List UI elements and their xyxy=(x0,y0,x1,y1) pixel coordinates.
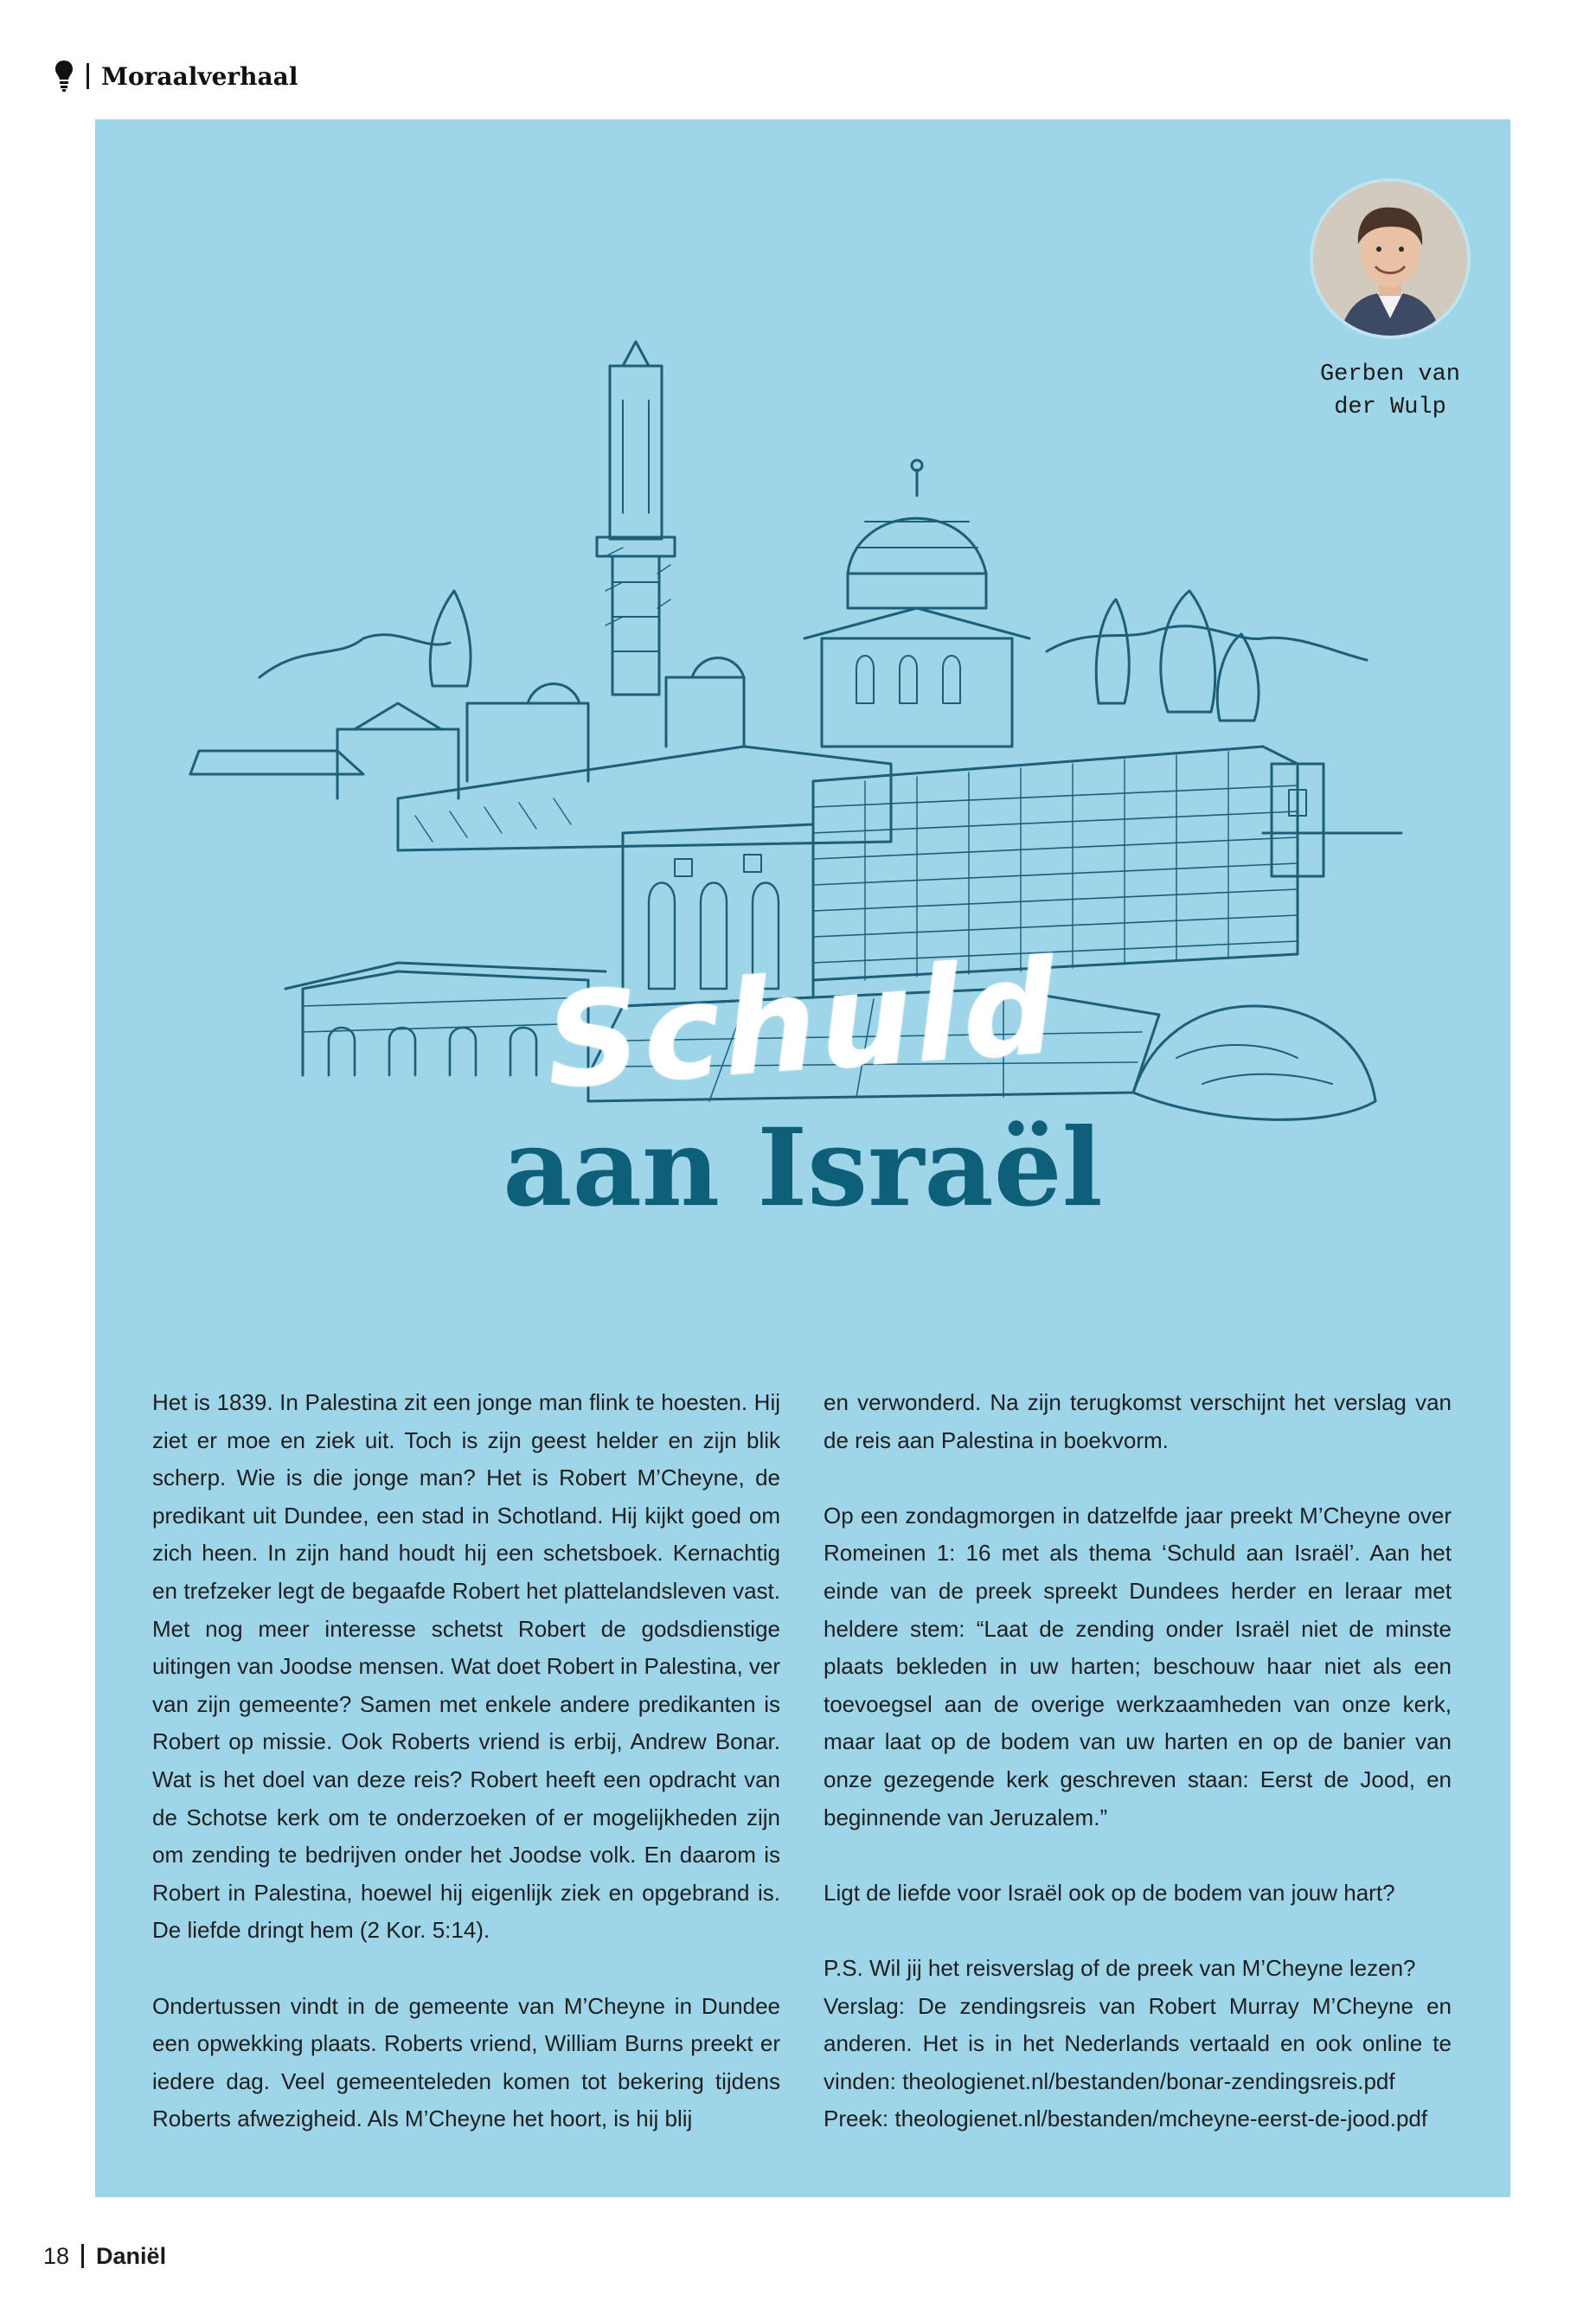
paragraph: Ondertussen vindt in de gemeente van M’Cheyne in Dundee een opwekking plaats. Roberts vriend, William Burns preekt er iedere dag. Veel gemeenteleden komen tot bekering tijdens Roberts afwezigheid. Als M’Cheyne het hoort, is hij blij xyxy=(152,1992,780,2132)
ps-note xyxy=(824,1950,1452,2138)
magazine-name: Daniël xyxy=(96,2242,167,2269)
header-divider xyxy=(87,63,89,89)
ps-line: Verslag: De zendingsreis van Robert Murray M’Cheyne en anderen. Het is in het Nederlands vertaald en ook online te vinden: theologienet.nl/bestanden/bonar-zendingsreis.pdf xyxy=(824,1992,1452,2094)
ps-line: Preek: theologienet.nl/bestanden/mcheyne-eerst-de-jood.pdf xyxy=(824,2106,1428,2132)
title-script: Schuld xyxy=(541,932,1065,1118)
section-label: Moraalverhaal xyxy=(101,61,298,91)
paragraph: Ligt de liefde voor Israël ook op de bodem van jouw hart? xyxy=(824,1879,1395,1906)
page-number: 18 xyxy=(43,2242,70,2269)
paragraph: Op een zondagmorgen in datzelfde jaar preekt M’Cheyne over Romeinen 1: 16 met als thema ‘Schuld aan Israël’. Aan het einde van de preek spreekt Dundees herder en leraar met heldere stem: “Laat de zending onder Israël niet de minste plaats bekleden in uw harten; beschouw haar niet als een toevoegsel aan de overige werkzaamheden van onze kerk, maar laat op de bodem van uw harten en op de banier van onze gezegende kerk geschreven staan: Eerst de Jood, en beginnende van Jeruzalem.” xyxy=(824,1502,1452,1830)
page-header xyxy=(54,57,298,95)
article-column-left xyxy=(152,1384,780,2138)
footer-divider xyxy=(81,2244,84,2268)
paragraph: en verwonderd. Na zijn terugkomst verschijnt het verslag van de reis aan Palestina in boekvorm. xyxy=(824,1389,1452,1453)
article-title: aan Israël xyxy=(503,1106,1103,1231)
author-name: Gerben van der Wulp xyxy=(1319,362,1461,420)
article-column-right xyxy=(824,1384,1452,2138)
paragraph: Het is 1839. In Palestina zit een jonge man flink te hoesten. Hij ziet er moe en ziek uit. Toch is zijn geest helder en zijn blik scherp. Wie is die jonge man? Het is Robert M’Cheyne, de predikant uit Dundee, een stad in Schotland. Hij kijkt goed om zich heen. In zijn hand houdt hij een schetsboek. Kernachtig en trefzeker legt de begaafde Robert het plattelandsleven vast. Met nog meer interesse schetst Robert de godsdienstige uitingen van Joodse mensen. Wat doet Robert in Palestina, ver van zijn gemeente? Samen met enkele andere predikanten is Robert op missie. Ook Roberts vriend is erbij, Andrew Bonar. Wat is het doel van deze reis? Robert heeft een opdracht van de Schotse kerk om te onderzoeken of er mogelijkheden zijn om zending te bedrijven onder het Joodse volk. En daarom is Robert in Palestina, hoewel hij eigenlijk ziek en opgebrand is. De liefde dringt hem (2 Kor. 5:14). xyxy=(152,1389,781,1944)
article-panel xyxy=(95,119,1510,2197)
lightbulb-icon xyxy=(54,59,74,93)
page-footer xyxy=(43,2239,166,2273)
ps-line: P.S. Wil jij het reisverslag of de preek van M’Cheyne lezen? xyxy=(824,1954,1416,1981)
